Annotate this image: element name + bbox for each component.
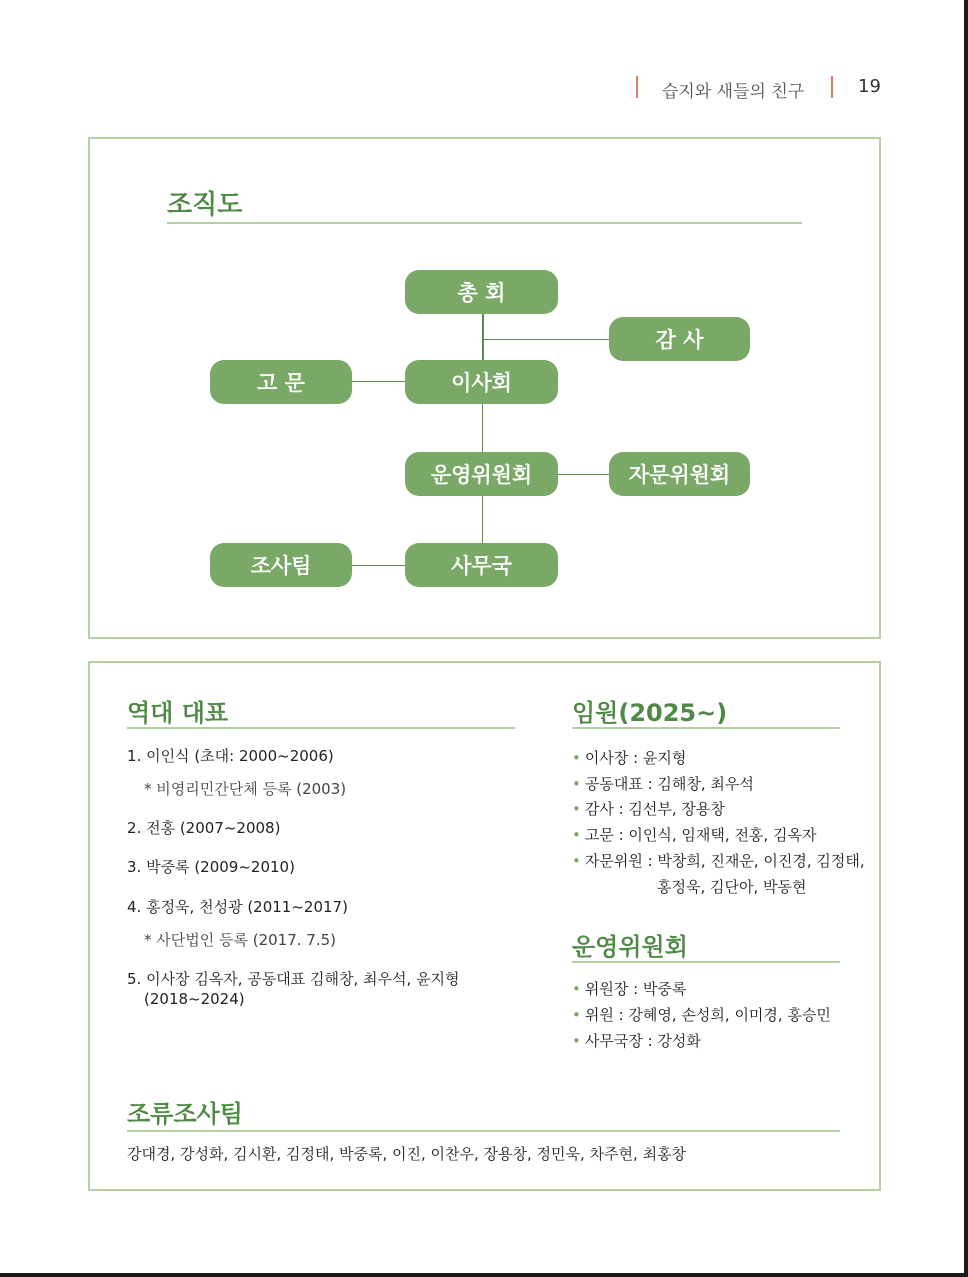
history-title: 역대 대표: [127, 699, 229, 727]
history-note: * 사단법인 등록 (2017. 7.5): [144, 931, 337, 949]
page-edge-bottom: [0, 1273, 968, 1277]
officers-rule: [572, 727, 840, 729]
node-office: 사무국: [405, 543, 558, 587]
node-advisor: 고 문: [210, 360, 352, 404]
node-general-assembly: 총 회: [405, 270, 558, 314]
node-advisory-committee: 자문위원회: [609, 452, 750, 496]
committee-item: • 위원 : 강혜영, 손성희, 이미경, 홍승민: [572, 1006, 831, 1024]
page-number: 19: [858, 76, 881, 97]
node-survey-team: 조사팀: [210, 543, 352, 587]
bullet-dot: •: [572, 1032, 581, 1050]
bullet-dot: •: [572, 980, 581, 998]
line-to-audit: [483, 339, 609, 340]
officer-item: • 공동대표 : 김해창, 최우석: [572, 775, 754, 793]
header-title: 습지와 새들의 친구: [662, 82, 805, 102]
survey-team-rule: [127, 1130, 840, 1132]
line-board-steering: [482, 404, 483, 452]
node-steering-committee: 운영위원회: [405, 452, 558, 496]
history-note: * 비영리민간단체 등록 (2003): [144, 780, 347, 798]
bullet-dot: •: [572, 1006, 581, 1024]
line-steering-consult: [558, 474, 609, 475]
committee-item: • 사무국장 : 강성화: [572, 1032, 701, 1050]
officer-item: • 자문위원 : 박창희, 진재운, 이진경, 김정태,: [572, 852, 865, 870]
history-rule: [127, 727, 515, 729]
committee-item: • 위원장 : 박중록: [572, 980, 687, 998]
officer-item: • 이사장 : 윤지형: [572, 749, 687, 767]
node-audit: 감 사: [609, 317, 750, 361]
survey-team-members: 강대경, 강성화, 김시환, 김정태, 박중록, 이진, 이찬우, 장용창, 정민욱, 차주현, 최홍창: [127, 1145, 687, 1163]
org-chart-title: 조직도: [167, 190, 243, 220]
header-divider-right: [831, 76, 833, 98]
committee-title: 운영위원회: [572, 933, 688, 961]
bullet-dot: •: [572, 852, 581, 870]
committee-rule: [572, 961, 840, 963]
line-steering-office: [482, 496, 483, 543]
history-item: 4. 홍정욱, 천성광 (2011~2017): [127, 898, 348, 916]
history-item: 1. 이인식 (초대: 2000~2006): [127, 747, 334, 765]
officer-item: • 고문 : 이인식, 임재택, 전홍, 김옥자: [572, 826, 817, 844]
page-edge-right: [964, 0, 968, 1277]
header-divider-left: [636, 76, 638, 98]
officers-title: 임원(2025~): [572, 699, 728, 727]
officer-item-continued: 홍정욱, 김단아, 박동현: [657, 878, 807, 896]
line-advisor-board: [352, 381, 405, 382]
bullet-dot: •: [572, 826, 581, 844]
history-item-continued: (2018~2024): [144, 990, 245, 1008]
org-chart-rule: [167, 222, 802, 224]
line-general-board: [482, 314, 484, 360]
line-survey-office: [352, 565, 405, 566]
history-item: 3. 박중록 (2009~2010): [127, 858, 295, 876]
bullet-dot: •: [572, 800, 581, 818]
node-board: 이사회: [405, 360, 558, 404]
history-item: 2. 전홍 (2007~2008): [127, 819, 281, 837]
bullet-dot: •: [572, 749, 581, 767]
history-item: 5. 이사장 김옥자, 공동대표 김해창, 최우석, 윤지형: [127, 970, 460, 988]
survey-team-title: 조류조사팀: [127, 1100, 243, 1128]
officer-item: • 감사 : 김선부, 장용창: [572, 800, 725, 818]
bullet-dot: •: [572, 775, 581, 793]
